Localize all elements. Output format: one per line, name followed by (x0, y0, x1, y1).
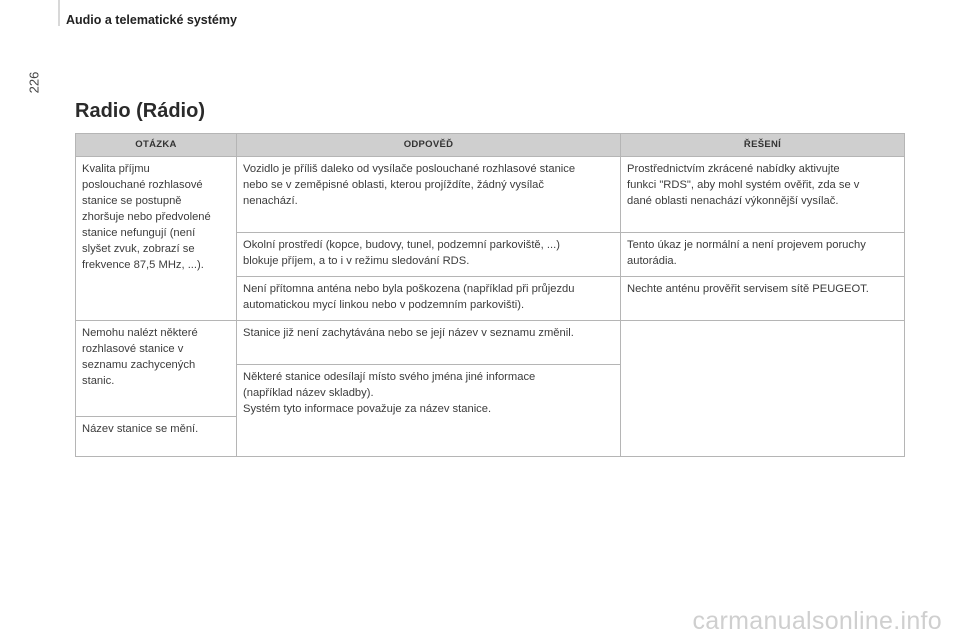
answer-cell: Stanice již není zachytávána nebo se její název v seznamu změnil. (237, 321, 621, 365)
section-title: Audio a telematické systémy (66, 13, 237, 27)
answer-cell: Některé stanice odesílají místo svého jména jiné informace (například název skladby). Systém tyto informace považuje za název stanice. (237, 365, 621, 457)
question-cell: Název stanice se mění. (76, 417, 237, 457)
column-header-solution: ŘEŠENÍ (621, 134, 905, 157)
answer-cell: Okolní prostředí (kopce, budovy, tunel, podzemní parkoviště, ...) blokuje příjem, a to i v režimu sledování RDS. (237, 233, 621, 277)
answer-cell: Není přítomna anténa nebo byla poškozena (například při průjezdu automatickou mycí linkou nebo v podzemním parkovišti). (237, 277, 621, 321)
solution-cell: Tento úkaz je normální a není projevem poruchy autorádia. (621, 233, 905, 277)
question-cell: Kvalita příjmu poslouchané rozhlasové stanice se postupně zhoršuje nebo předvolené stanice nefungují (není slyšet zvuk, zobrazí se frekvence 87,5 MHz, ...). (76, 157, 237, 321)
column-header-answer: ODPOVĚĎ (237, 134, 621, 157)
solution-cell: Nechte anténu prověřit servisem sítě PEUGEOT. (621, 277, 905, 321)
header-divider (58, 0, 60, 26)
answer-cell: Vozidlo je příliš daleko od vysílače poslouchané rozhlasové stanice nebo se v zeměpisné oblasti, kterou projíždíte, žádný vysílač nenachází. (237, 157, 621, 233)
table-row (76, 157, 905, 233)
page-number-text: 226 (26, 71, 42, 93)
watermark: carmanualsonline.info (692, 607, 942, 635)
solution-cell: Prostřednictvím zkrácené nabídky aktivujte funkci "RDS", aby mohl systém ověřit, zda se v dané oblasti nenachází výkonnější vysílač. (621, 157, 905, 233)
faq-table (75, 133, 905, 457)
column-header-question: OTÁZKA (76, 134, 237, 157)
page-number (22, 62, 46, 102)
page-heading: Radio (Rádio) (75, 100, 205, 122)
table-header-row (76, 134, 905, 157)
table-row (76, 321, 905, 365)
question-cell: Nemohu nalézt některé rozhlasové stanice v seznamu zachycených stanic. (76, 321, 237, 417)
solution-cell-empty (621, 321, 905, 457)
